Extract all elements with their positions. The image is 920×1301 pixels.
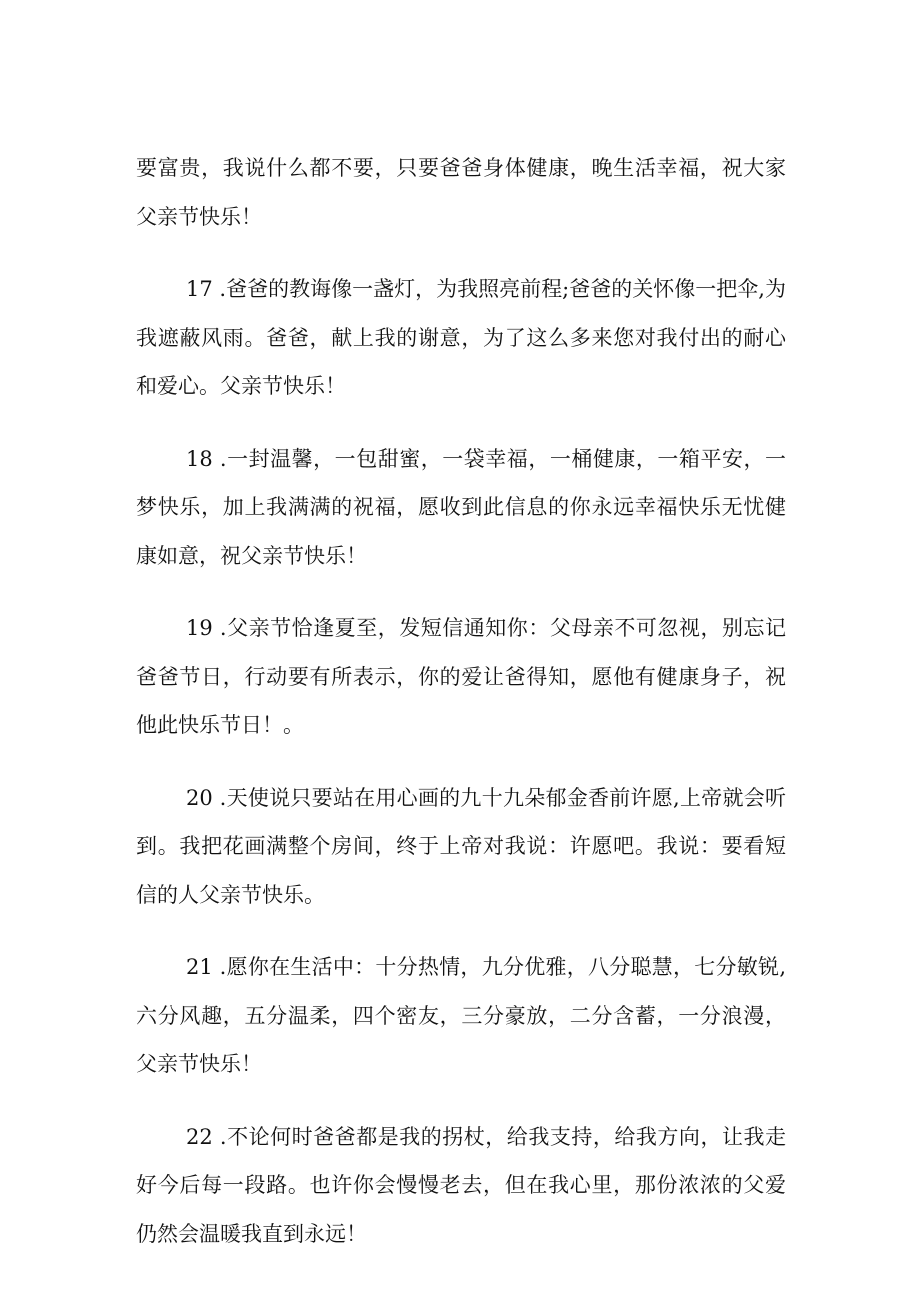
paragraph-21: 21 .愿你在生活中：十分热情，九分优雅，八分聪慧，七分敏锐,六分风趣，五分温柔，四个密友，三分豪放，二分含蓄，一分浪漫，父亲节快乐！ bbox=[136, 955, 786, 1076]
paragraph-17: 17 .爸爸的教诲像一盏灯，为我照亮前程;爸爸的关怀像一把伞,为我遮蔽风雨。爸爸，献上我的谢意，为了这么多来您对我付出的耐心和爱心。父亲节快乐！ bbox=[136, 277, 786, 398]
paragraph-20: 20 .天使说只要站在用心画的九十九朵郁金香前许愿,上帝就会听到。我把花画满整个房间，终于上帝对我说：许愿吧。我说：要看短信的人父亲节快乐。 bbox=[136, 785, 786, 907]
paragraph-19: 19 .父亲节恰逢夏至，发短信通知你：父母亲不可忽视，别忘记爸爸节日，行动要有所表示，你的爱让爸得知，愿他有健康身子，祝他此快乐节日！。 bbox=[136, 616, 786, 737]
paragraph-22: 22 .不论何时爸爸都是我的拐杖，给我支持，给我方向，让我走好今后每一段路。也许你会慢慢老去，但在我心里，那份浓浓的父爱仍然会温暖我直到永远！ bbox=[136, 1124, 786, 1246]
paragraph-18: 18 .一封温馨，一包甜蜜，一袋幸福，一桶健康，一箱平安，一梦快乐，加上我满满的祝福，愿收到此信息的你永远幸福快乐无忧健康如意，祝父亲节快乐！ bbox=[136, 446, 786, 568]
document-body bbox=[136, 144, 786, 1282]
paragraph-continuation: 要富贵，我说什么都不要，只要爸爸身体健康，晚生活幸福，祝大家父亲节快乐！ bbox=[136, 156, 786, 229]
